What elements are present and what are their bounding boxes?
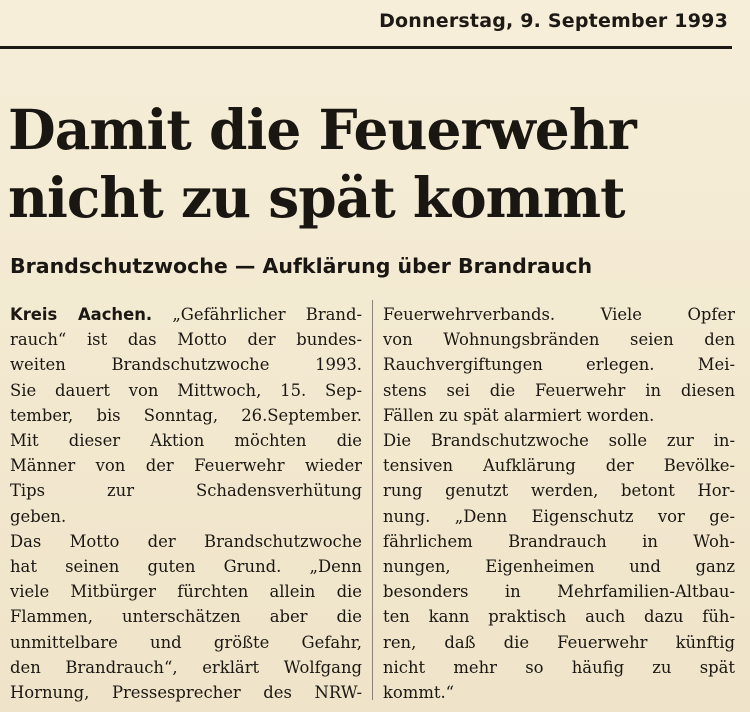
column-divider <box>372 300 373 700</box>
text-line: hat seinen guten Grund. „Denn <box>10 557 362 577</box>
text-line: nung. „Denn Eigenschutz vor ge- <box>383 506 735 526</box>
text-line: Mit dieser Aktion möchten die <box>10 431 362 451</box>
headline-line-1: Damit die Feuerwehr <box>8 97 636 162</box>
text-line: tember, bis Sonntag, 26.September. <box>10 405 362 425</box>
dateline-location: Kreis Aachen. <box>10 305 153 324</box>
publication-date: Donnerstag, 9. September 1993 <box>379 10 728 32</box>
text-line-content: „Gefährlicher Brand- <box>172 305 363 324</box>
text-line: Tips zur Schadensverhütung <box>10 481 362 501</box>
text-line: nicht mehr so häufig zu spät <box>383 657 735 677</box>
text-line: Das Motto der Brandschutzwoche <box>10 531 362 551</box>
text-line: Die Brandschutzwoche solle zur in- <box>383 431 735 451</box>
subheadline: Brandschutzwoche — Aufklärung über Brandrauch <box>10 254 593 278</box>
text-line: von Wohnungsbränden seien den <box>383 330 735 350</box>
headline-line-2: nicht zu spät kommt <box>8 165 625 230</box>
article-column-right <box>383 302 735 705</box>
text-line: fährlichem Brandrauch in Woh- <box>383 531 735 551</box>
text-line: Flammen, unterschätzen aber die <box>10 607 362 627</box>
text-line: Männer von der Feuerwehr wieder <box>10 456 362 476</box>
header-rule <box>0 46 732 49</box>
text-line: den Brandrauch“, erklärt Wolfgang <box>10 657 362 677</box>
text-line: Sie dauert von Mittwoch, 15. Sep- <box>10 380 362 400</box>
text-line <box>10 302 362 327</box>
text-line: unmittelbare und größte Gefahr, <box>10 632 362 652</box>
text-line: stens sei die Feuerwehr in diesen <box>383 380 735 400</box>
text-line: rauch“ ist das Motto der bundes- <box>10 330 362 350</box>
text-line: rung genutzt werden, betont Hor- <box>383 481 735 501</box>
text-line: viele Mitbürger fürchten allein die <box>10 582 362 602</box>
text-line: Fällen zu spät alarmiert worden. <box>383 405 655 425</box>
text-line: besonders in Mehrfamilien-Altbau- <box>383 582 735 602</box>
text-line: ren, daß die Feuerwehr künftig <box>383 632 735 652</box>
text-line: Hornung, Pressesprecher des NRW- <box>10 683 362 703</box>
text-line: weiten Brandschutzwoche 1993. <box>10 355 362 375</box>
text-line: kommt.“ <box>383 683 455 703</box>
text-line: Rauchvergiftungen erlegen. Mei- <box>383 355 735 375</box>
text-line: ten kann praktisch auch dazu füh- <box>383 607 735 627</box>
text-line: Feuerwehrverbands. Viele Opfer <box>383 305 735 324</box>
text-line: tensiven Aufklärung der Bevölke- <box>383 456 735 476</box>
article-column-left <box>10 302 362 705</box>
headline <box>8 96 738 232</box>
text-line: nungen, Eigenheimen und ganz <box>383 557 735 577</box>
text-line: geben. <box>10 506 67 526</box>
